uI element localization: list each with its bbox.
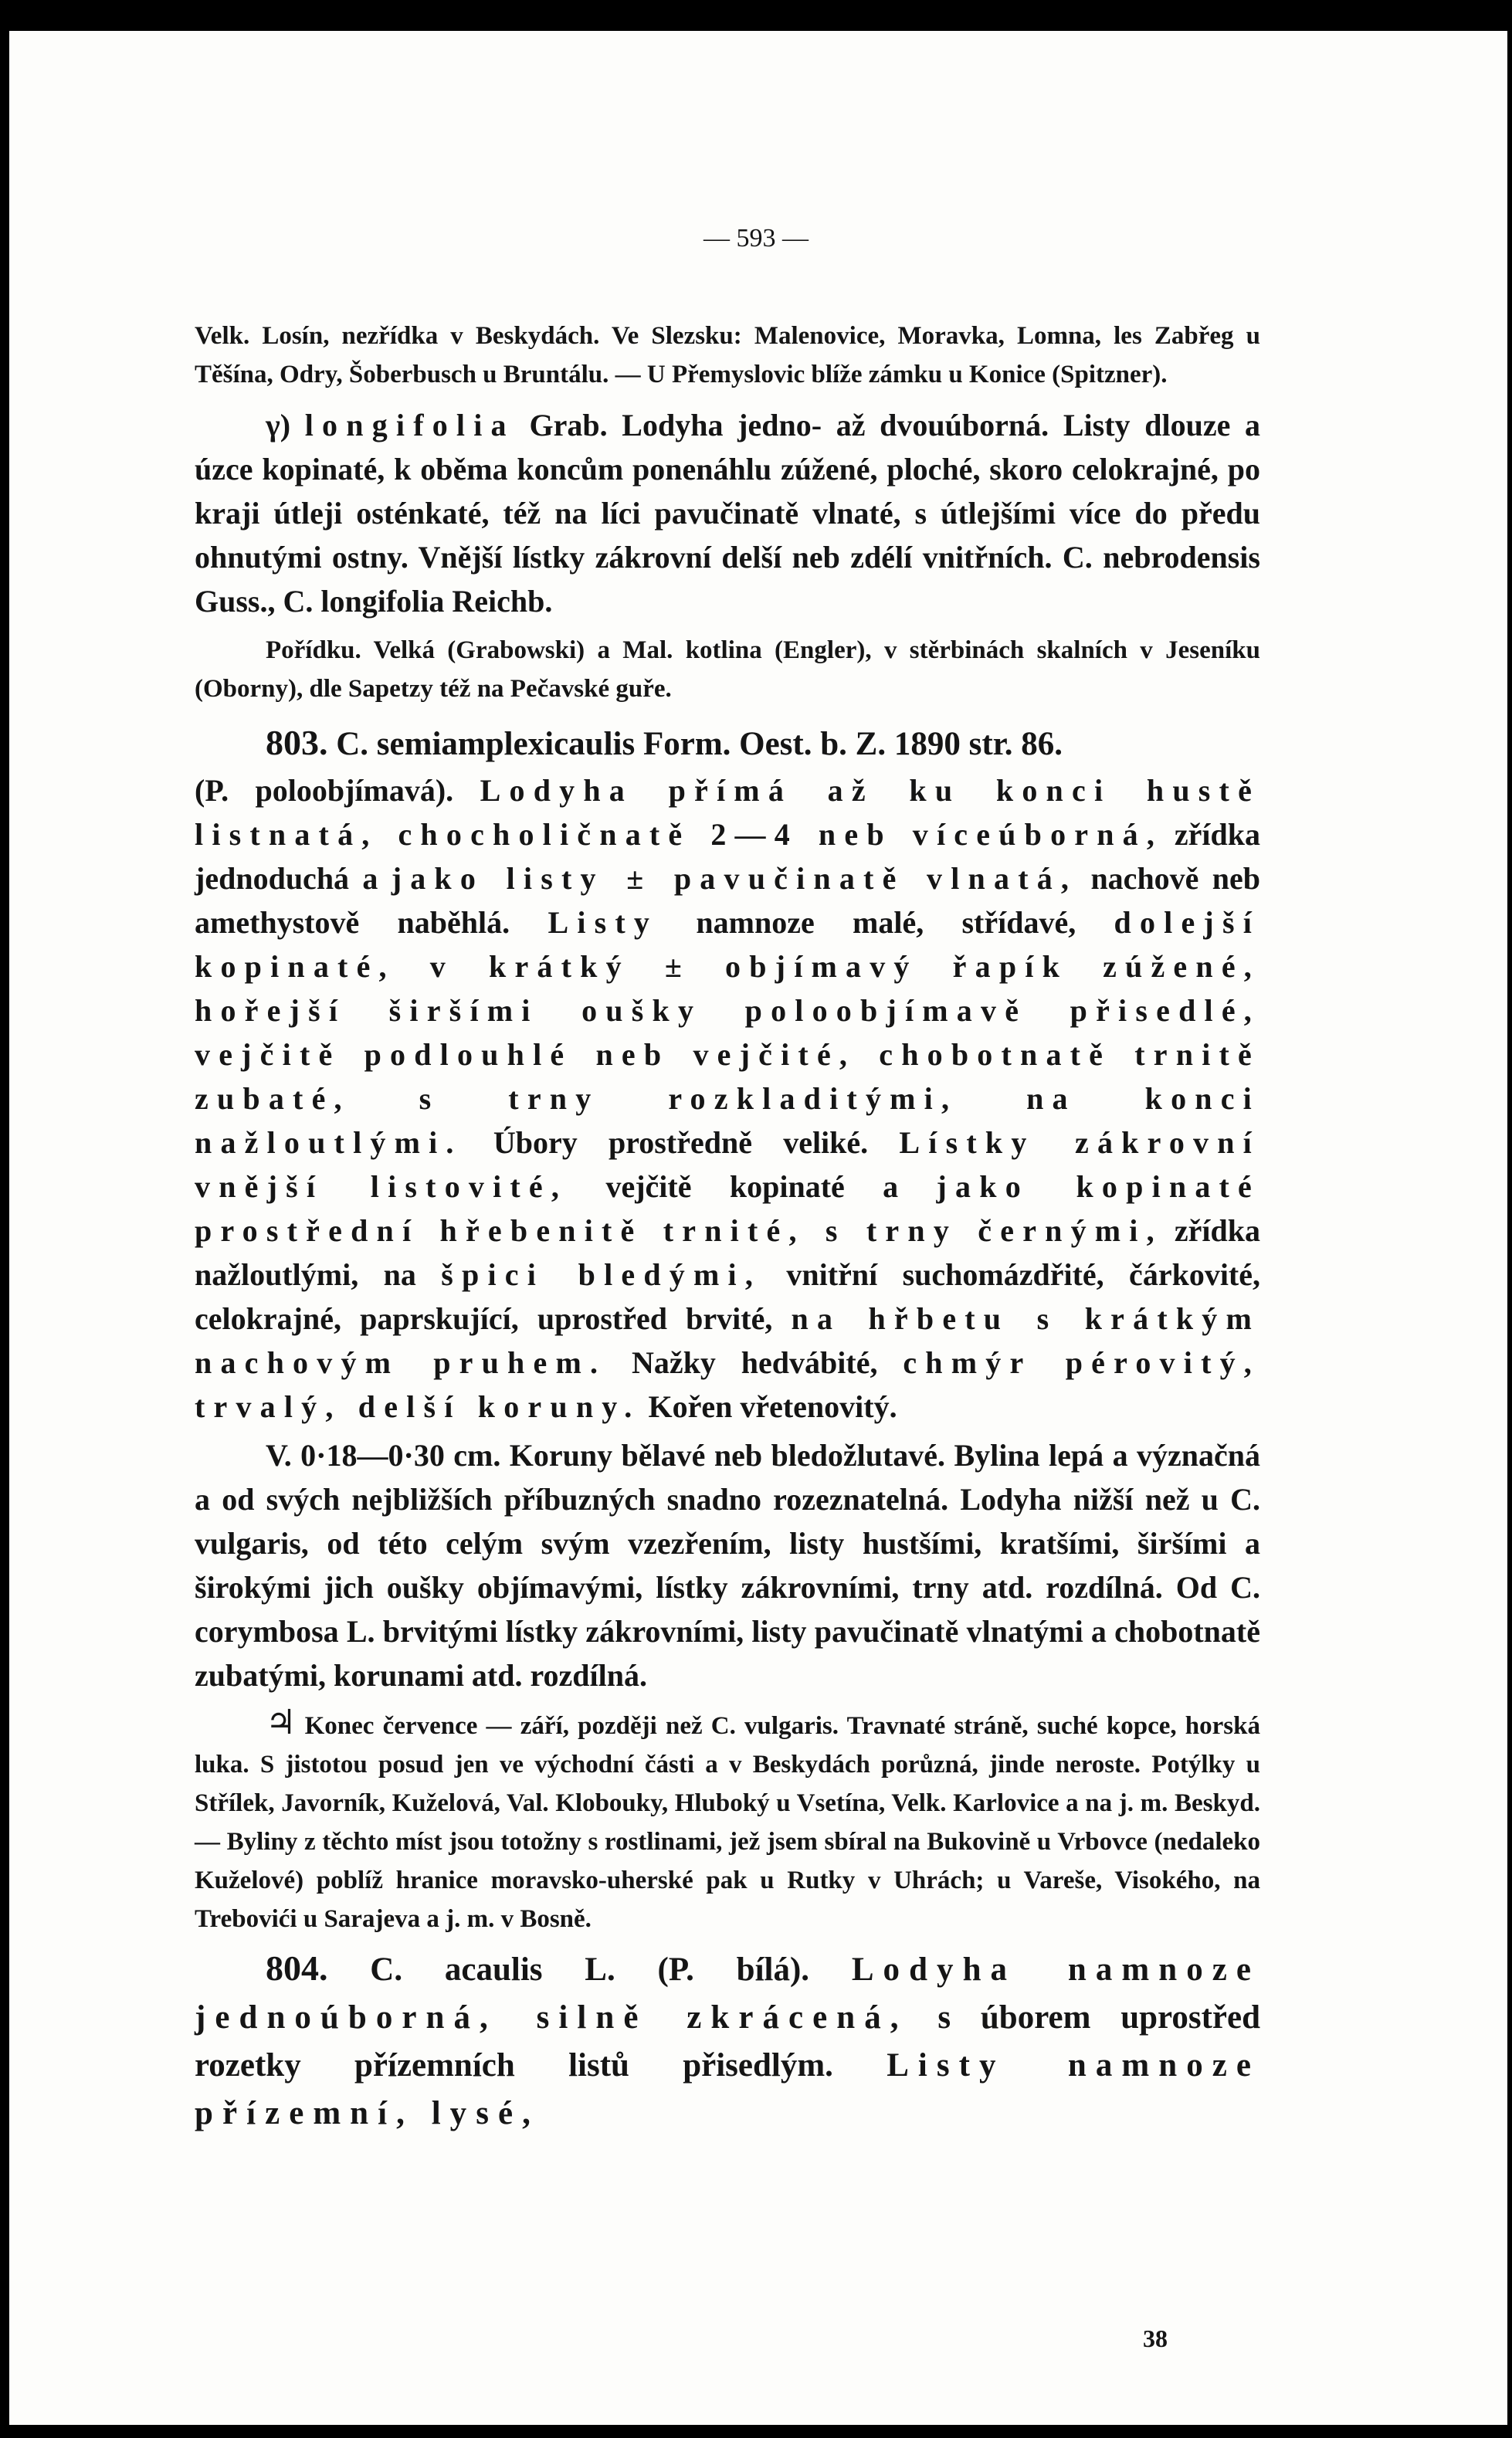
species-description-803 [195, 768, 1260, 1429]
phenology-text: Konec července — září, později než C. vulgaris. Travnaté stráně, suché kopce, horská luka. S jistotou posud jen ve východní části a v Beskydách porůzná, jinde neroste. Potýlky u Střílek, Javorník, Kuželová, Val. Klobouky, Hluboký u Vsetína, Velk. Karlovice a na j. m. Beskyd. — Byliny z těchto míst jsou totožny s rostlinami, jež jsem sbíral na Bukovině u Vrbovce (nedaleko Kuželové) poblíž hranice moravsko-uherské pak u Rutky v Uhrách; u Vareše, Visokého, na Trebovići u Sarajeva a j. m. v Bosně. [195, 1712, 1260, 1933]
desc-part: vejčitě kopinaté a [605, 1169, 899, 1204]
desc-part: Nažky hedvábité, [632, 1345, 878, 1380]
desc-spaced: dolejší kopinaté, v krátký ± objímavý řapík zúžené, hořejší širšími oušky poloobjímavě přisedlé, vejčitě podlouhlé neb vejčité, chobotnatě trnitě zubaté, s trny rozkladitými, na konci nažloutlými. [195, 905, 1261, 1160]
desc-spaced: špici bledými, [441, 1257, 762, 1292]
variety-description: Grab. Lodyha jedno- až dvouúborná. Listy dlouze a úzce kopinaté, k oběma koncům ponenáhlu zúžené, ploché, skoro celokrajné, po kraji útleji osténkaté, též na líci pavučinatě vlnaté, s útlejšími více do předu ohnutými ostny. Vnější lístky zákrovní delší neb zdélí vnitřních. C. nebrodensis Guss., C. longifolia Reichb. [195, 408, 1261, 619]
desc-spaced: Listy namnoze přízemní, lysé, [195, 2047, 1260, 2131]
species-title: C. semiamplexicaulis Form. Oest. b. Z. 1890 str. 86. [336, 726, 1063, 762]
desc-spaced: jako listy ± pavučinatě vlnatá, [391, 861, 1078, 896]
desc-part: nachově neb amethystově naběhlá. [195, 861, 1260, 940]
desc-spaced: jako kopinaté prostřední hřebenitě trnité, s trny černými, [195, 1169, 1260, 1248]
species-title: C. acaulis L. [370, 1951, 615, 1988]
species-heading-804 [195, 1945, 1260, 2138]
desc-spaced: Lodyha přímá až ku konci hustě listnatá, chocholičnatě 2—4 neb víceúborná, [195, 773, 1261, 852]
desc-part: s úborem uprostřed rozetky přízemních listů přisedlým. [195, 1999, 1260, 2084]
variety-name: longifolia [304, 408, 515, 443]
paragraph-measurements: V. 0·18—0·30 cm. Koruny bělavé neb bledožlutavé. Bylina lepá a význačná a od svých nejbližších příbuzných snadno rozeznatelná. Lodyha nižší než u C. vulgaris, od této celým svým vzezřením, listy hustšími, kratšími, širšími a širokými jich oušky objímavými, lístky zákrovními, trny atd. rozdílná. Od C. corymbosa L. brvitými lístky zákrovními, listy pavučinatě vlnatými a chobotnatě zubatými, korunami atd. rozdílná. [195, 1438, 1260, 1693]
paragraph-phenology [195, 1704, 1260, 1938]
species-number: 803. [266, 723, 328, 762]
desc-spaced: Listy [548, 905, 659, 940]
paragraph-locality: Pořídku. Velká (Grabowski) a Mal. kotlina (Engler), v stěrbinách skalních v Jeseníku (Oborny), dle Sapetzy též na Pečavské guře. [195, 636, 1260, 703]
greek-letter: γ) [266, 408, 291, 443]
paragraph-longifolia [195, 403, 1260, 623]
desc-part: (P. bílá). [657, 1951, 810, 1988]
desc-spaced: na hřbetu s krátkým nachovým pruhem. [195, 1301, 1261, 1380]
desc-part: (P. poloobjímavá). [195, 773, 454, 808]
desc-part: vnitřní suchomázdřité, čárkovité, celokrajné, paprskující, uprostřed brvité, [195, 1257, 1261, 1336]
desc-spaced: Lístky zákrovní vnější listovité, [195, 1125, 1260, 1204]
page-number: — 593 — [703, 224, 809, 253]
desc-part: namnoze malé, střídavé, [696, 905, 1076, 940]
scan-edge [0, 0, 9, 2438]
desc-part: zřídka jednoduchá a [195, 817, 1260, 896]
perennial-symbol: ♃ [266, 1704, 297, 1741]
desc-spaced: Lodyha namnoze jednoúborná, silně zkrácená, [195, 1951, 1260, 2036]
paragraph-distribution: Velk. Losín, nezřídka v Beskydách. Ve Slezsku: Malenovice, Moravka, Lomna, les Zabřeg u Těšína, Odry, Šoberbusch u Bruntálu. — U Přemyslovic blíže zámku u Konice (Spitzner). [195, 322, 1260, 388]
signature-mark: 38 [1143, 2324, 1168, 2352]
text-block [195, 317, 1260, 2138]
desc-part: zřídka nažloutlými, na [195, 1213, 1260, 1292]
desc-part: Úbory prostředně veliké. [493, 1125, 869, 1160]
species-heading-803 [195, 719, 1260, 768]
species-number: 804. [266, 1948, 328, 1988]
desc-part: Kořen vřetenovitý. [648, 1389, 897, 1424]
desc-spaced: chmýr pérovitý, trvalý, delší koruny. [195, 1345, 1260, 1424]
